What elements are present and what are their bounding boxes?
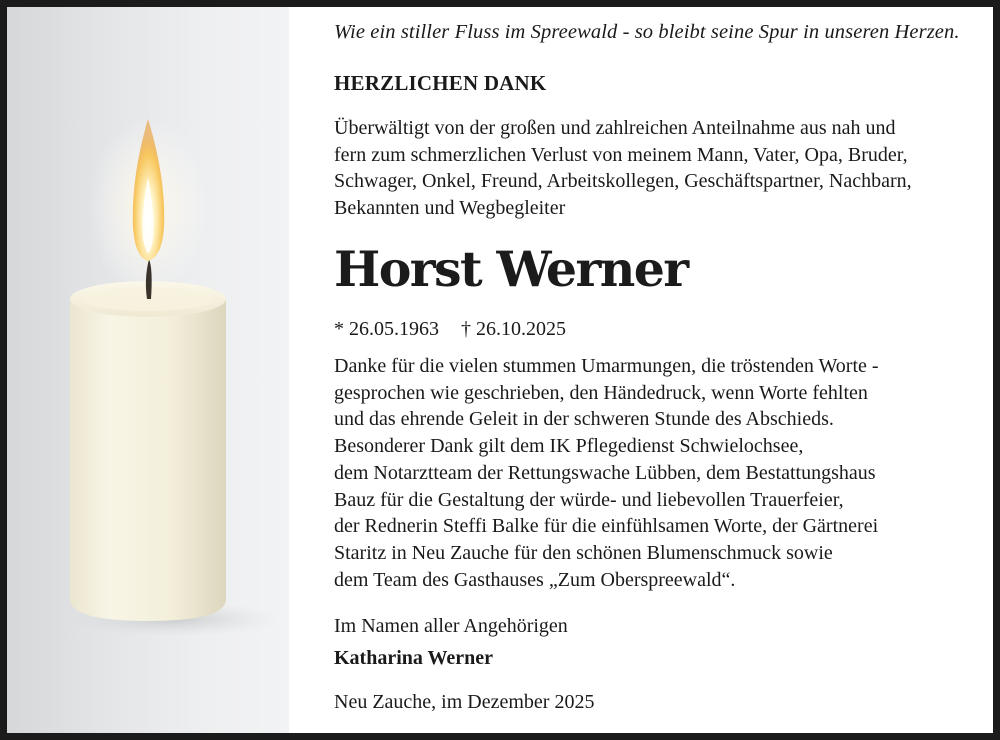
closing-line: Im Namen aller Angehörigen xyxy=(334,615,568,637)
signer-name: Katharina Werner xyxy=(334,647,494,669)
body-line: Danke für die vielen stummen Umarmungen, die tröstenden Worte - xyxy=(334,355,879,377)
obituary-text xyxy=(334,7,974,733)
intro-line: fern zum schmerzlichen Verlust von meinem Mann, Vater, Opa, Bruder, xyxy=(334,143,908,166)
heading: HERZLICHEN DANK xyxy=(334,71,547,95)
body-line: Bauz für die Gestaltung der würde- und liebevollen Trauerfeier, xyxy=(334,488,844,511)
body-line: und das ehrende Geleit in der schweren Stunde des Abschieds. xyxy=(334,408,834,431)
candle-icon xyxy=(7,7,289,733)
body-line: gesprochen wie geschrieben, den Händedruck, wenn Worte fehlten xyxy=(334,381,868,404)
candle-photo xyxy=(7,7,289,733)
motto: Wie ein stiller Fluss im Spreewald - so bleibt seine Spur in unseren Herzen. xyxy=(334,21,960,43)
life-dates xyxy=(334,318,566,341)
body-line: Staritz in Neu Zauche für den schönen Blumenschmuck sowie xyxy=(334,541,833,564)
intro-line: Schwager, Onkel, Freund, Arbeitskollegen, Geschäftspartner, Nachbarn, xyxy=(334,170,912,192)
deceased-name: Horst Werner xyxy=(334,240,688,298)
body-line: Besonderer Dank gilt dem IK Pflegedienst Schwielochsee, xyxy=(334,435,804,458)
birth-date: * 26.05.1963 xyxy=(334,318,439,340)
intro-line: Überwältigt von der großen und zahlreichen Anteilnahme aus nah und xyxy=(334,117,896,139)
death-date: † 26.10.2025 xyxy=(461,318,566,340)
place-date: Neu Zauche, im Dezember 2025 xyxy=(334,691,595,713)
intro-line: Bekannten und Wegbegleiter xyxy=(334,196,566,219)
thanks-paragraph xyxy=(334,353,974,593)
body-line: der Rednerin Steffi Balke für die einfühlsamen Worte, der Gärtnerei xyxy=(334,515,879,538)
body-line: dem Team des Gasthauses „Zum Oberspreewald“. xyxy=(334,568,736,591)
body-line: dem Notarztteam der Rettungswache Lübben, dem Bestattungshaus xyxy=(334,461,876,484)
intro-paragraph xyxy=(334,115,974,221)
